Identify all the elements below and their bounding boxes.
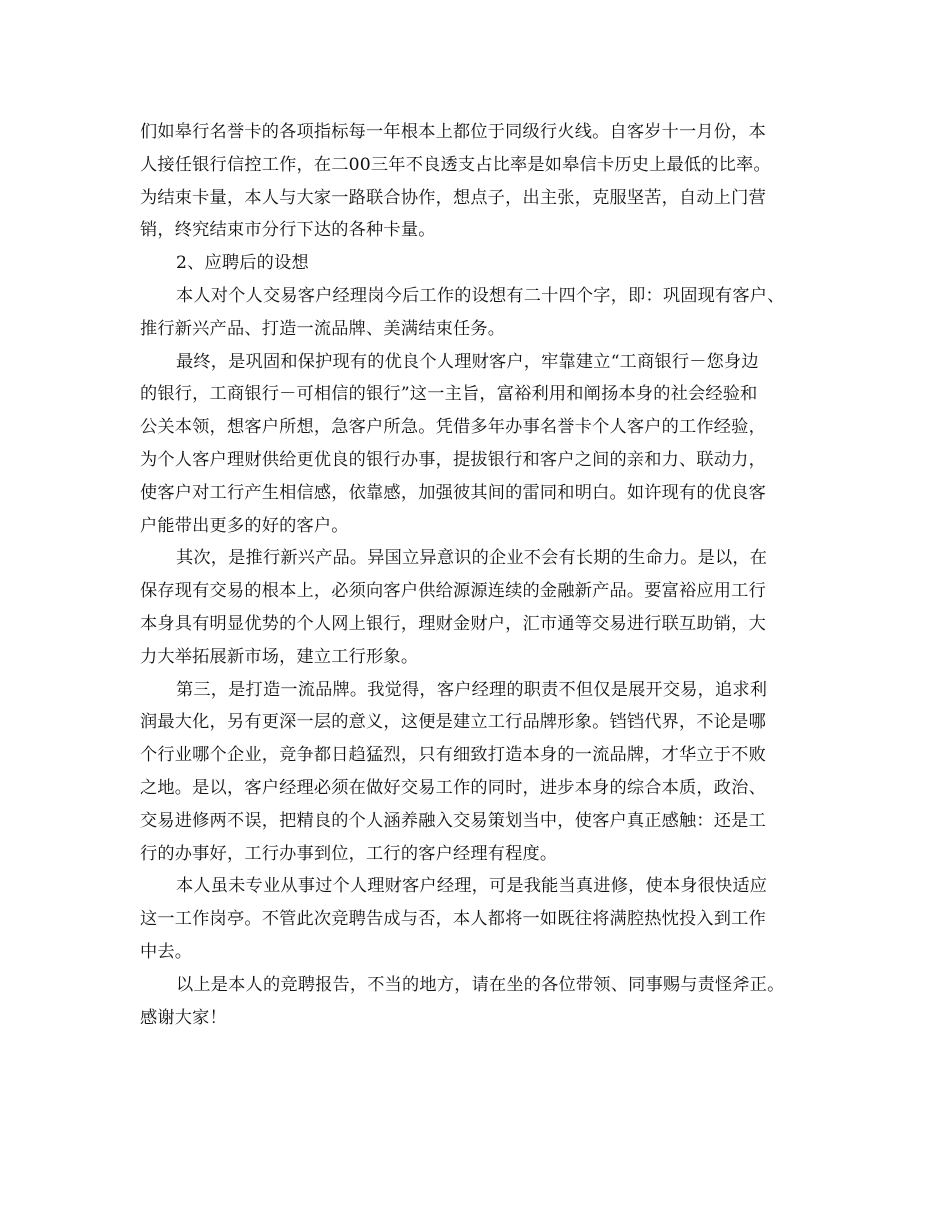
text-line: 公关本领，想客户所想，急客户所急。凭借多年办事名誉卡个人客户的工作经验， — [140, 417, 766, 438]
text-line: 最终，是巩固和保护现有的优良个人理财客户，牢靠建立“工商银行－您身边 — [176, 351, 759, 372]
text-line: 中去。 — [140, 941, 193, 962]
text-line: 为个人客户理财供给更优良的银行办事，提拔银行和客户之间的亲和力、联动力， — [140, 449, 766, 470]
document-body — [140, 116, 830, 1034]
text-line: 力大举拓展新市场，建立工行形象。 — [140, 646, 419, 667]
text-line: 的银行，工商银行－可相信的银行”这一主旨，富裕利用和阐扬本身的社会经验和 — [140, 384, 758, 405]
text-line: 使客户对工行产生相信感，依靠感，加强彼其间的雷同和明白。如许现有的优良客 — [140, 482, 766, 503]
text-line: 之地。是以，客户经理必须在做好交易工作的同时，进步本身的综合本质，政治、 — [140, 777, 766, 798]
text-line: 本人对个人交易客户经理岗今后工作的设想有二十四个字，即：巩固现有客户、 — [176, 285, 785, 306]
text-line: 行的办事好，工行办事到位，工行的客户经理有程度。 — [140, 843, 558, 864]
text-line: 本人虽未专业从事过个人理财客户经理，可是我能当真进修，使本身很快适应 — [176, 876, 768, 897]
text-line: 感谢大家！ — [140, 1007, 227, 1028]
text-line: 第三，是打造一流品牌。我觉得，客户经理的职责不但仅是展开交易，追求利 — [176, 679, 768, 700]
text-line: 保存现有交易的根本上，必须向客户供给源源连续的金融新产品。要富裕应用工行 — [140, 581, 766, 602]
text-line: 人接任银行信控工作，在二00三年不良透支占比率是如皋信卡历史上最低的比率。 — [140, 154, 771, 175]
text-line: 们如皋行名誉卡的各项指标每一年根本上都位于同级行火线。自客岁十一月份，本 — [140, 122, 766, 142]
text-line: 交易进修两不误，把精良的个人涵养融入交易策划当中，使客户真正感触：还是工 — [140, 810, 766, 831]
text-line: 户能带出更多的好的客户。 — [140, 515, 349, 536]
text-line: 推行新兴产品、打造一流品牌、美满结束任务。 — [140, 318, 506, 339]
text-line: 以上是本人的竞聘报告，不当的地方，请在坐的各位带领、同事赐与责怪斧正。 — [176, 974, 785, 995]
text-line: 其次，是推行新兴产品。异国立异意识的企业不会有长期的生命力。是以，在 — [176, 548, 768, 569]
text-line: 销，终究结束市分行下达的各种卡量。 — [140, 220, 436, 241]
section-heading: 2、应聘后的设想 — [176, 253, 309, 274]
text-line: 为结束卡量，本人与大家一路联合协作，想点子，出主张，克服坚苦，自动上门营 — [140, 187, 766, 208]
text-line: 润最大化，另有更深一层的意义，这便是建立工行品牌形象。铛铛代界，不论是哪 — [140, 712, 766, 733]
text-line: 本身具有明显优势的个人网上银行，理财金财户，汇市通等交易进行联互助销，大 — [140, 613, 766, 634]
text-line: 这一工作岗亭。不管此次竞聘告成与否，本人都将一如既往将满腔热忱投入到工作 — [140, 909, 766, 930]
text-line: 个行业哪个企业，竞争都日趋猛烈，只有细致打造本身的一流品牌，才华立于不败 — [140, 745, 766, 766]
